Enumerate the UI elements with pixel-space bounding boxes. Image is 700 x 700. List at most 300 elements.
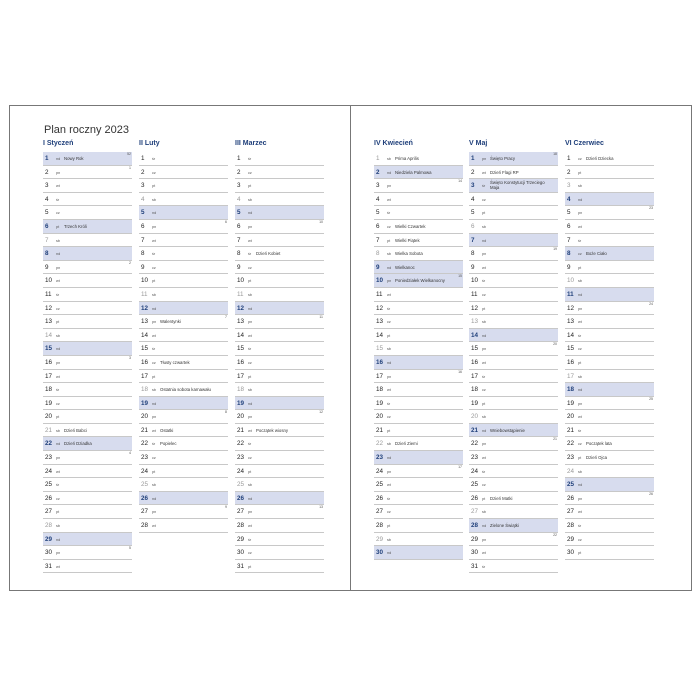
- day-row: [565, 166, 654, 180]
- day-row: [235, 206, 324, 220]
- day-row: [139, 383, 228, 397]
- day-row: [374, 356, 463, 370]
- day-row: [43, 437, 132, 451]
- weekday-abbr: pt: [56, 415, 60, 420]
- day-number: 4: [471, 195, 475, 203]
- weekday-abbr: nd: [482, 524, 487, 529]
- day-row: [139, 193, 228, 207]
- day-row: [139, 465, 228, 479]
- weekday-abbr: pt: [482, 496, 486, 501]
- day-row: [43, 505, 132, 519]
- day-number: 22: [471, 440, 479, 448]
- day-row: [374, 424, 463, 438]
- day-row: [469, 492, 558, 506]
- weekday-abbr: nd: [578, 483, 583, 488]
- day-row: [374, 274, 463, 288]
- weekday-abbr: pn: [387, 374, 392, 379]
- day-row: [374, 451, 463, 465]
- day-number: 25: [141, 481, 149, 489]
- day-number: 26: [45, 494, 53, 502]
- weekday-abbr: sb: [56, 238, 61, 243]
- day-number: 2: [45, 168, 49, 176]
- day-row: [374, 261, 463, 275]
- week-number: 11: [319, 315, 323, 320]
- day-number: 11: [237, 290, 244, 298]
- weekday-abbr: cz: [248, 170, 252, 175]
- week-number: 19: [553, 247, 557, 252]
- day-row: [235, 519, 324, 533]
- day-number: 29: [471, 535, 479, 543]
- week-number: 15: [458, 274, 462, 279]
- day-number: 4: [45, 195, 49, 203]
- day-row: [374, 329, 463, 343]
- event-label: Walentynki: [160, 319, 181, 325]
- day-row: [235, 166, 324, 180]
- weekday-abbr: wt: [387, 292, 391, 297]
- weekday-abbr: sb: [578, 469, 583, 474]
- day-number: 26: [567, 494, 575, 502]
- day-row: [43, 533, 132, 547]
- weekday-abbr: pt: [248, 469, 252, 474]
- day-row: [235, 247, 324, 261]
- day-number: 7: [567, 236, 571, 244]
- event-label: Niedziela Palmowa: [395, 169, 432, 175]
- weekday-abbr: śr: [482, 469, 486, 474]
- day-row: [469, 533, 558, 547]
- day-row: [374, 492, 463, 506]
- day-row: [235, 302, 324, 316]
- weekday-abbr: cz: [578, 347, 582, 352]
- page-title: Plan roczny 2023: [44, 124, 129, 136]
- weekday-abbr: pn: [152, 415, 157, 420]
- day-row: [235, 478, 324, 492]
- day-number: 1: [376, 155, 380, 162]
- day-number: 4: [237, 195, 241, 203]
- event-label: Początek wiosny: [256, 427, 289, 433]
- day-number: 21: [567, 426, 575, 434]
- day-row: [139, 437, 228, 451]
- day-number: 12: [471, 304, 479, 312]
- week-number: 20: [553, 342, 557, 347]
- weekday-abbr: nd: [152, 401, 157, 406]
- weekday-abbr: pt: [56, 510, 60, 515]
- day-number: 16: [376, 358, 384, 366]
- day-row: [374, 533, 463, 547]
- day-row: [43, 193, 132, 207]
- event-label: Tłusty czwartek: [160, 359, 190, 365]
- day-number: 23: [45, 454, 53, 462]
- day-row: [565, 533, 654, 547]
- weekday-abbr: śr: [56, 388, 60, 393]
- weekday-abbr: wt: [578, 320, 582, 325]
- weekday-abbr: sb: [248, 483, 253, 488]
- weekday-abbr: sb: [248, 197, 253, 202]
- day-row: [139, 370, 228, 384]
- week-number: 13: [319, 505, 323, 510]
- day-number: 7: [376, 236, 380, 244]
- day-number: 28: [45, 522, 53, 530]
- weekday-abbr: nd: [387, 360, 392, 365]
- day-number: 8: [141, 250, 145, 258]
- weekday-abbr: pt: [578, 456, 582, 461]
- day-number: 14: [141, 331, 149, 339]
- day-number: 12: [237, 304, 245, 312]
- day-number: 6: [567, 222, 571, 230]
- weekday-abbr: nd: [387, 551, 392, 556]
- day-row: [235, 533, 324, 547]
- day-number: 29: [45, 535, 53, 543]
- day-row: [43, 492, 132, 506]
- day-row: [469, 261, 558, 275]
- day-number: 21: [376, 426, 384, 434]
- weekday-abbr: wt: [387, 197, 391, 202]
- day-number: 6: [45, 222, 49, 230]
- day-number: 23: [237, 454, 245, 462]
- day-row: [43, 465, 132, 479]
- weekday-abbr: nd: [152, 306, 157, 311]
- day-number: 10: [237, 277, 245, 285]
- day-number: 29: [567, 535, 575, 543]
- event-label: Popielec: [160, 441, 177, 447]
- day-number: 13: [45, 318, 53, 326]
- day-row: [139, 356, 228, 370]
- weekday-abbr: śr: [152, 347, 156, 352]
- day-number: 17: [237, 372, 245, 380]
- day-row: [374, 302, 463, 316]
- day-row: [469, 152, 558, 166]
- weekday-abbr: pt: [482, 211, 486, 216]
- weekday-abbr: sb: [152, 483, 157, 488]
- weekday-abbr: wt: [578, 510, 582, 515]
- day-number: 30: [567, 549, 575, 557]
- weekday-abbr: śr: [56, 483, 60, 488]
- day-number: 2: [376, 168, 380, 176]
- weekday-abbr: nd: [56, 157, 61, 161]
- weekday-abbr: śr: [152, 442, 156, 447]
- day-row: [139, 315, 228, 329]
- day-number: 15: [237, 345, 245, 353]
- weekday-abbr: pt: [248, 184, 252, 189]
- weekday-abbr: pn: [578, 211, 583, 216]
- day-row: [469, 478, 558, 492]
- day-number: 19: [376, 399, 384, 407]
- day-number: 4: [376, 195, 380, 203]
- weekday-abbr: pt: [482, 306, 486, 311]
- day-row: [374, 166, 463, 180]
- day-row: [469, 410, 558, 424]
- day-number: 15: [141, 345, 149, 353]
- day-row: [374, 519, 463, 533]
- weekday-abbr: wt: [482, 360, 486, 365]
- weekday-abbr: śr: [387, 401, 391, 406]
- day-number: 13: [376, 318, 384, 326]
- event-label: Wielki Czwartek: [395, 223, 426, 229]
- weekday-abbr: śr: [482, 279, 486, 284]
- day-number: 8: [45, 250, 49, 258]
- weekday-abbr: cz: [482, 292, 486, 297]
- day-row: [43, 329, 132, 343]
- day-row: [43, 370, 132, 384]
- day-number: 27: [567, 508, 575, 516]
- day-number: 7: [45, 236, 49, 244]
- weekday-abbr: pn: [56, 456, 61, 461]
- day-row: [235, 492, 324, 506]
- day-number: 1: [567, 155, 571, 162]
- day-row: [139, 410, 228, 424]
- day-number: 8: [237, 250, 241, 258]
- day-number: 20: [471, 413, 479, 421]
- day-number: 17: [141, 372, 149, 380]
- day-row: [139, 206, 228, 220]
- day-number: 12: [376, 304, 384, 312]
- day-row: [374, 220, 463, 234]
- weekday-abbr: sb: [482, 415, 487, 420]
- day-number: 5: [376, 209, 380, 217]
- day-number: 22: [567, 440, 575, 448]
- weekday-abbr: śr: [482, 564, 486, 569]
- day-row: [139, 179, 228, 193]
- day-number: 10: [141, 277, 149, 285]
- day-row: [139, 342, 228, 356]
- event-label: Prima Aprilis: [395, 156, 419, 161]
- week-number: 21: [553, 437, 557, 442]
- week-number: 3: [129, 355, 131, 360]
- day-number: 13: [237, 318, 245, 326]
- weekday-abbr: sb: [387, 347, 392, 352]
- weekday-abbr: nd: [578, 197, 583, 202]
- weekday-abbr: pn: [578, 496, 583, 501]
- weekday-abbr: pn: [387, 184, 392, 189]
- weekday-abbr: pt: [152, 469, 156, 474]
- week-number: 25: [649, 396, 653, 401]
- weekday-abbr: pn: [482, 537, 487, 542]
- weekday-abbr: wt: [578, 224, 582, 229]
- day-number: 3: [141, 182, 145, 190]
- weekday-abbr: wt: [152, 428, 156, 433]
- week-number: 24: [649, 301, 653, 306]
- day-row: [43, 274, 132, 288]
- day-row: [43, 424, 132, 438]
- day-row: [235, 424, 324, 438]
- weekday-abbr: wt: [482, 265, 486, 270]
- day-row: [565, 492, 654, 506]
- week-number: 4: [129, 451, 131, 456]
- weekday-abbr: cz: [152, 170, 156, 175]
- day-row: [469, 356, 558, 370]
- day-row: [235, 261, 324, 275]
- day-row: [235, 546, 324, 560]
- day-row: [469, 247, 558, 261]
- weekday-abbr: cz: [387, 224, 391, 229]
- weekday-abbr: pn: [482, 442, 487, 447]
- day-row: [43, 560, 132, 574]
- weekday-abbr: pn: [56, 360, 61, 365]
- week-number: 23: [649, 206, 653, 211]
- day-number: 2: [141, 168, 145, 176]
- day-number: 25: [376, 481, 384, 489]
- weekday-abbr: pn: [56, 170, 61, 175]
- day-row: [565, 478, 654, 492]
- week-number: 6: [225, 219, 227, 224]
- event-label: Dzień Ziemi: [395, 441, 418, 447]
- day-row: [374, 370, 463, 384]
- day-number: 6: [141, 222, 145, 230]
- weekday-abbr: cz: [248, 265, 252, 270]
- day-number: 31: [237, 562, 245, 570]
- event-label: Dzień Dziecka: [586, 156, 614, 161]
- month-title: VI Czerwiec: [565, 140, 604, 147]
- day-number: 17: [45, 372, 53, 380]
- day-number: 31: [471, 562, 479, 570]
- day-number: 5: [45, 209, 49, 217]
- weekday-abbr: cz: [482, 388, 486, 393]
- weekday-abbr: pn: [248, 415, 253, 420]
- day-row: [374, 206, 463, 220]
- day-row: [565, 193, 654, 207]
- day-row: [139, 152, 228, 166]
- month-column: [43, 140, 132, 573]
- day-row: [469, 370, 558, 384]
- weekday-abbr: sb: [482, 224, 487, 229]
- day-number: 6: [237, 222, 241, 230]
- week-number: 8: [225, 410, 227, 415]
- weekday-abbr: cz: [578, 442, 582, 447]
- day-number: 18: [471, 386, 479, 394]
- day-row: [374, 465, 463, 479]
- day-row: [235, 356, 324, 370]
- day-number: 20: [376, 413, 384, 421]
- day-row: [43, 220, 132, 234]
- weekday-abbr: sb: [578, 184, 583, 189]
- day-row: [565, 546, 654, 560]
- weekday-abbr: śr: [248, 157, 252, 161]
- weekday-abbr: pt: [387, 238, 391, 243]
- day-number: 26: [141, 494, 149, 502]
- weekday-abbr: pt: [248, 564, 252, 569]
- weekday-abbr: cz: [248, 360, 252, 365]
- day-number: 18: [376, 386, 384, 394]
- day-row: [235, 437, 324, 451]
- day-row: [469, 465, 558, 479]
- day-row: [139, 329, 228, 343]
- day-row: [235, 179, 324, 193]
- day-row: [139, 397, 228, 411]
- day-row: [565, 397, 654, 411]
- day-number: 12: [141, 304, 149, 312]
- day-number: 14: [376, 331, 384, 339]
- day-row: [374, 397, 463, 411]
- day-number: 13: [471, 318, 479, 326]
- weekday-abbr: pn: [482, 252, 487, 257]
- day-number: 11: [376, 290, 383, 298]
- day-number: 5: [141, 209, 145, 217]
- weekday-abbr: wt: [482, 551, 486, 556]
- day-number: 1: [45, 155, 49, 162]
- day-number: 18: [45, 386, 53, 394]
- week-number: 52: [127, 152, 131, 156]
- day-number: 2: [567, 168, 571, 176]
- day-row: [374, 152, 463, 166]
- month-column: [139, 140, 228, 533]
- event-label: Trzech Króli: [64, 223, 87, 229]
- weekday-abbr: nd: [248, 306, 253, 311]
- day-number: 14: [45, 331, 53, 339]
- day-row: [469, 342, 558, 356]
- week-number: 16: [458, 369, 462, 374]
- weekday-abbr: cz: [578, 252, 582, 257]
- day-row: [235, 370, 324, 384]
- day-row: [565, 519, 654, 533]
- day-row: [139, 234, 228, 248]
- weekday-abbr: cz: [56, 306, 60, 311]
- day-number: 17: [567, 372, 575, 380]
- day-number: 11: [141, 290, 148, 298]
- day-number: 28: [567, 522, 575, 530]
- day-number: 20: [237, 413, 245, 421]
- week-number: 26: [649, 491, 653, 496]
- weekday-abbr: śr: [56, 197, 60, 202]
- day-row: [565, 356, 654, 370]
- weekday-abbr: śr: [387, 211, 391, 216]
- day-number: 19: [141, 399, 149, 407]
- day-number: 20: [45, 413, 53, 421]
- day-number: 3: [471, 182, 475, 190]
- day-row: [43, 410, 132, 424]
- event-label: Dzień Flagi RP: [490, 169, 519, 175]
- weekday-abbr: wt: [387, 483, 391, 488]
- weekday-abbr: wt: [152, 238, 156, 243]
- day-row: [43, 166, 132, 180]
- month-title: V Maj: [469, 140, 488, 147]
- day-row: [565, 410, 654, 424]
- day-row: [139, 166, 228, 180]
- day-number: 25: [237, 481, 245, 489]
- day-row: [43, 302, 132, 316]
- weekday-abbr: cz: [482, 197, 486, 202]
- weekday-abbr: pt: [387, 333, 391, 338]
- weekday-abbr: pt: [482, 401, 486, 406]
- weekday-abbr: cz: [152, 360, 156, 365]
- weekday-abbr: cz: [56, 211, 60, 216]
- day-number: 29: [376, 535, 384, 543]
- weekday-abbr: pn: [578, 306, 583, 311]
- day-row: [43, 206, 132, 220]
- day-row: [374, 342, 463, 356]
- day-number: 18: [141, 386, 149, 394]
- weekday-abbr: cz: [56, 496, 60, 501]
- week-number: 10: [319, 219, 323, 224]
- day-row: [235, 560, 324, 574]
- day-number: 16: [567, 358, 575, 366]
- event-label: Boże Ciało: [586, 251, 607, 257]
- day-row: [139, 451, 228, 465]
- day-number: 30: [471, 549, 479, 557]
- day-row: [565, 465, 654, 479]
- weekday-abbr: śr: [578, 428, 582, 433]
- day-row: [374, 315, 463, 329]
- day-number: 22: [45, 440, 53, 448]
- day-row: [469, 302, 558, 316]
- weekday-abbr: nd: [56, 347, 61, 352]
- day-number: 15: [567, 345, 575, 353]
- day-number: 15: [471, 345, 479, 353]
- day-number: 13: [141, 318, 149, 326]
- weekday-abbr: śr: [482, 374, 486, 379]
- weekday-abbr: nd: [56, 252, 61, 257]
- day-number: 30: [237, 549, 245, 557]
- day-row: [565, 383, 654, 397]
- day-row: [469, 288, 558, 302]
